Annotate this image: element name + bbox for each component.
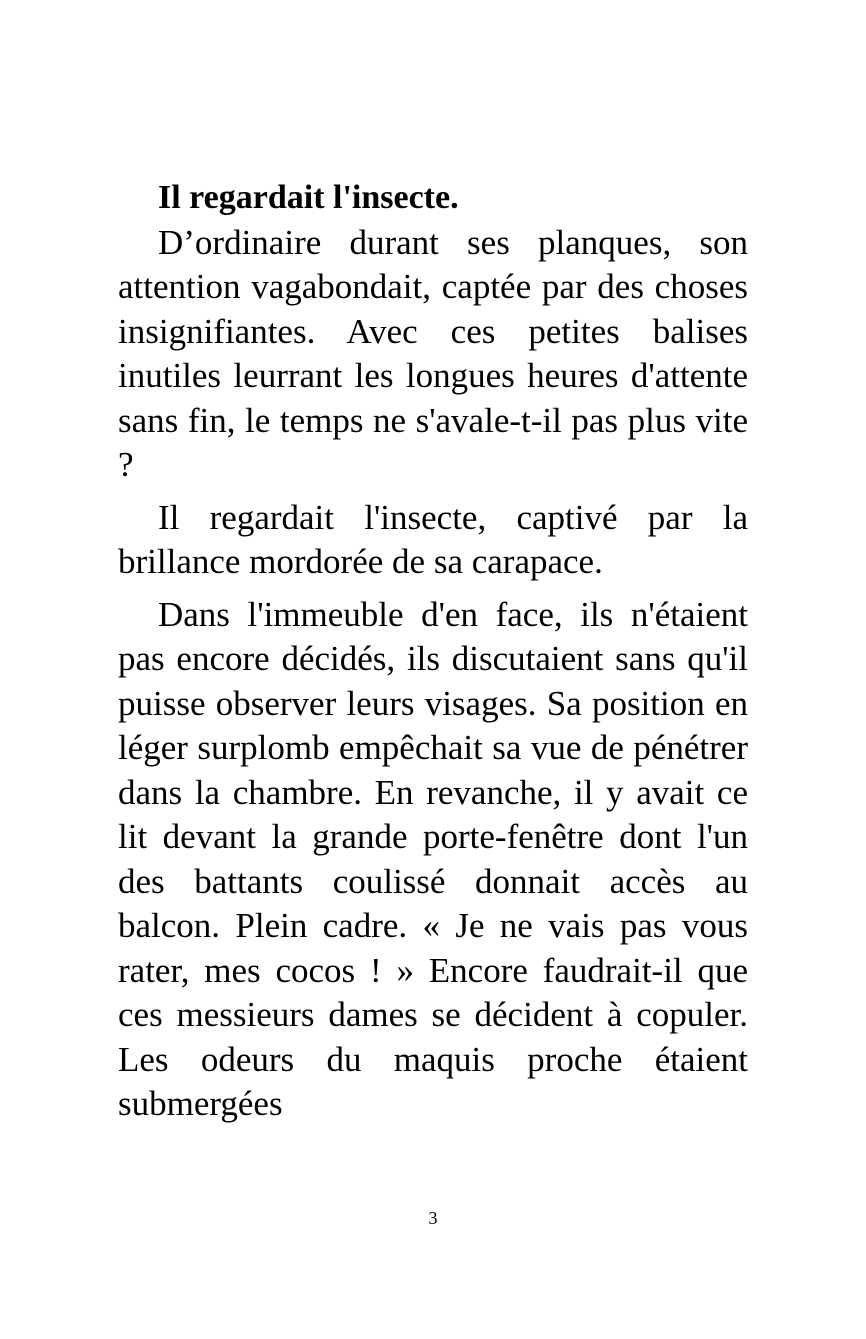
paragraph-1: D’ordinaire durant ses planques, son attention vagabondait, captée par des choses insignifiantes. Avec ces petites balises inutiles leurrant les longues heures d'attente sans fin, le temps ne s'avale-t-il pas plus vite ? [118, 222, 748, 484]
paragraph-2: Il regardait l'insecte, captivé par la brillance mordorée de sa carapace. [118, 497, 748, 581]
page-number: 3 [428, 1208, 438, 1228]
paragraph-3: Dans l'immeuble d'en face, ils n'étaient pas encore décidés, ils discutaient sans qu'il puisse observer leurs visages. Sa position en léger surplomb empêchait sa vue de pénétrer dans la chambre. En revanche, il y avait ce lit devant la grande porte-fenêtre dont l'un des battants coulissé donnait accès au balcon. Plein cadre. « Je ne vais pas vous rater, mes cocos ! » Encore faudrait-il que ces messieurs dames se décident à copuler. Les odeurs du maquis proche étaient submergées [118, 594, 748, 1123]
page-body [118, 176, 748, 1135]
section-heading: Il regardait l'insecte. [158, 179, 459, 216]
